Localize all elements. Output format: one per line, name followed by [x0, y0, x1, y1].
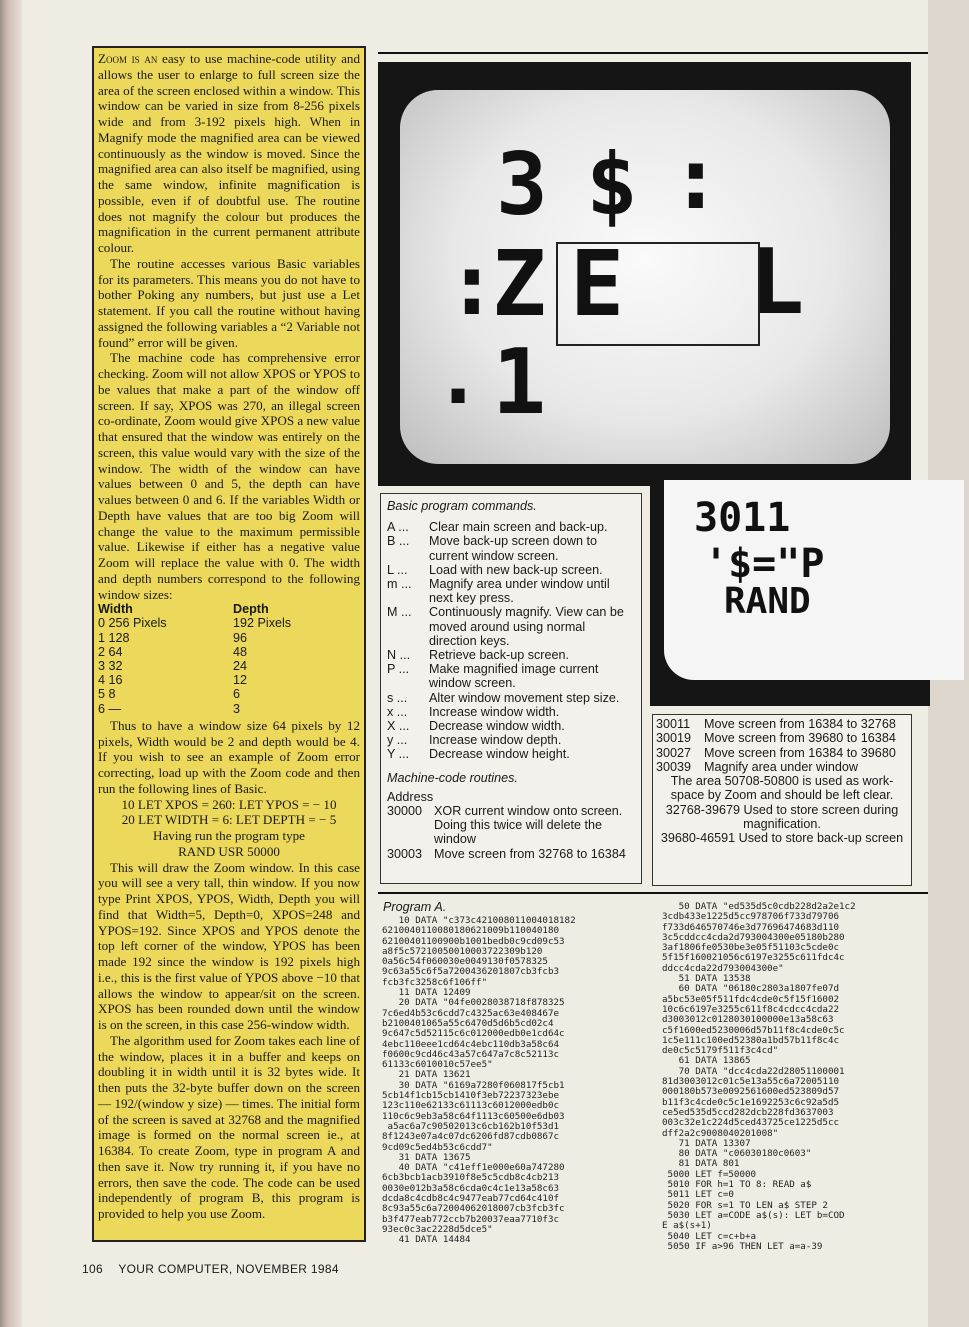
sizes-row: 3 32 24 [98, 659, 248, 674]
command-row: X ... Decrease window width. [387, 719, 565, 734]
routines-box [652, 714, 912, 886]
command-row: L ... Load with new back-up screen. [387, 562, 603, 577]
program-a-title: Program A. [383, 900, 447, 914]
program-a-listing-right: 50 DATA "ed535d5c0cdb228d2a2e1c2 3cdb433e1225d5cc978706f733d79706 f733d646570746e3d77696474683d110 3c5cddcc4cda2d793004300e05180b280 3af1806fe0530be3e05f51103c5cde0c 5f15f160021056c6197e3255c611fdc4c ddcc4cda22d793004300e" 51 DATA 13538 60 DATA "06180c2803a1807fe07d a5bc53e05f511fdc4cde0c5f15f16002 10c6c6197e3255c611f8c4cdcc4cda22 d3003012c0128030100000e13a58c63 c5f1600ed5230006d57b11f8c4cde0c5c 1c5e111c100ed52380a1bd57b11f8c4c de0c5c5179f511f3c4cd" 61 DATA 13865 70 DATA "dcc4cda22d28051100001 81d3003012c01c5e13a55c6a72005110 000180b573e0092561600ed523809d57 b11f3c4cde0c5c1e1692253c6c92a5d5 ce5ed535d5ccd282dcb228fd3637003 003c32e1c224d5ced43725ce1225d5cc dff2a2c9008040201008" 71 DATA 13307 80 DATA "c06030180c0603" 81 DATA 801 5000 LET f=50000 5010 FOR h=1 TO 8: READ a$ 5011 LET c=0 5020 FOR s=1 TO LEN a$ STEP 2 5030 LET a=CODE a$(s): LET b=COD E a$(s+1) 5040 LET c=c+b+a 5050 IF a>96 THEN LET a=a-39 [662, 901, 856, 1252]
command-row: Y ... Decrease window height. [387, 747, 570, 762]
magnified-char: Z [492, 232, 547, 337]
magnified-char: 3 [496, 135, 548, 235]
depth-header: Depth [233, 602, 269, 617]
magnified-char: : [670, 129, 722, 229]
second-screen-photo [650, 480, 930, 706]
routine-row: 30011 Move screen from 16384 to 32768 [656, 717, 896, 731]
magnified-char: $ [586, 135, 638, 235]
commands-title: Basic program commands. [387, 499, 537, 513]
magazine-name: YOUR COMPUTER, NOVEMBER 1984 [118, 1262, 339, 1276]
magnified-char: L [750, 230, 805, 335]
article-paragraph: Zoom is an easy to use machine-code utility and allows the user to enlarge to full screen size the area of the screen enclosed within a window. This window can be varied in size from 8-256 pixels wide and from 3-192 pixels high. When in Magnify mode the magnified area can be viewed continuously as the window is moved. Since the magnified area can also itself be magnified, using the same window, infinite magnification is possible, even if of doubtful use. The routine does not magnify the colour but produces the magnification in the current permanent attribute colour. [98, 51, 360, 255]
sizes-row: 2 64 48 [98, 644, 248, 659]
width-header: Width [98, 602, 133, 617]
magnified-screen [400, 90, 890, 464]
routine-row: 30000 XOR current window onto screen. Doing this twice will delete the window [387, 804, 623, 847]
basic-commands-box [380, 493, 642, 884]
screen-text-line: RAND [724, 581, 811, 622]
window-sizes-table [98, 602, 360, 716]
command-row: P ... Make magnified image current window screen. [387, 662, 599, 691]
article-paragraph: The routine accesses various Basic variables for its parameters. This means you do not have to bother Poking any numbers, but just use a Let statement. If you call the routine without having assigned the following variables a “2 Variable not found” error will be given. [98, 255, 360, 350]
sizes-row: 6 — 3 [98, 701, 241, 716]
listing-top-rule [378, 892, 928, 894]
workspace-note: The area 50708-50800 is used as work-space by Zoom and should be left clear. [670, 774, 894, 803]
program-a-listing-left: 10 DATA "c373c421008011004018182 6210040110080180621009b110040180 62100401100900b1001bedb0c9cd09c53 a8f5c57210050010003722309b120 0a56c54f060030e0049130f0578325 9c63a55c6f5a7200436201807cb3fcb3 fcb3fc3258c6f106ff" 11 DATA 12409 20 DATA "04fe0028038718f878325 7c6ed4b53c6cdd7c4325ac63e408467e b2100401065a55c6470d5d6b5cd02c4 9c647c5d52115c6c012000edb0e1cd64c 4ebc110eee1cd64c4ebc110db3a58c64 f0600c9cd46c43a57c647a7c8c52113c 61133c6010010c57ee5" 21 DATA 13621 30 DATA "6169a7280f060817f5cb1 5cb14f1cb15cb1410f3eb72237323ebe 123c110e62133c61113c6012000edb0c 110c6c9eb3a58c64f1113c60500e6db03 a5ac6a7c90502013c6cb162b10f53d1 8f1243e07a4c07dc6206fd87cdb0867c 9cd09c5ed4b53c6cdd7" 31 DATA 13675 40 DATA "c41eff1e000e60a747280 6cb3bcb1acb3910f8e5c5cdb8c4cb213 0030e012b3a58c6cda0c4c1e13a58c63 dcda8c4cdb8c4c9477eab77cd64c410f 8c93a55c6a72004062018007cb3fcb3fc b3f477eab772ccb7b20037eaa7710f3c 93ec0c3ac2228d5dce5" 41 DATA 14484 [382, 915, 576, 1246]
routine-row: 30003 Move screen from 32768 to 16384 [387, 846, 626, 861]
address-label: Address [387, 789, 434, 804]
mc-routines-title: Machine-code routines. [387, 770, 518, 785]
command-row: m ... Magnify area under window until next key press. [387, 577, 610, 606]
screen-text-line: 3011 [694, 495, 791, 541]
top-rule-line [378, 52, 928, 54]
second-screen [664, 480, 964, 680]
command-row: A ... Clear main screen and back-up. [387, 520, 608, 535]
command-row: y ... Increase window depth. [387, 733, 562, 748]
sizes-row: 1 128 96 [98, 630, 248, 645]
article-paragraph: The algorithm used for Zoom takes each line of the window, places it in a buffer and keeps on doubling it in width until it is 32 bytes wide. It then puts the 32-byte buffer down on the screen — 192/(window y size) — times. The initial form of the screen is saved at 32768 and the magnified image is formed on the normal screen ie., at 16384. To create Zoom, type in program A and then save it. Now try running it, if you have no errors, then save the code. The code can be used independently of program B, this program is provided to help you use Zoom. [98, 1032, 360, 1222]
magnified-char: 1 [492, 330, 547, 435]
magnified-char: . [434, 329, 483, 422]
article-paragraph: Thus to have a window size 64 pixels by 12 pixels, Width would be 2 and depth would be 4. If you wish to see an example of Zoom error correcting, load up with the Zoom code and then run the following lines of Basic. [98, 717, 360, 796]
lead-in: Zoom is an [98, 51, 158, 66]
tv-screen-photo [378, 62, 911, 486]
sizes-row: 0 256 Pixels 192 Pixels [98, 616, 292, 631]
command-row: x ... Increase window width. [387, 704, 560, 719]
basic-code-line: RAND USR 50000 [178, 843, 280, 859]
page-number: 106 [82, 1262, 103, 1276]
routine-row: 30039 Magnify area under window [656, 759, 859, 774]
memory-use-line: 39680-46591 Used to store back-up screen [660, 831, 904, 846]
page-footer [82, 1262, 339, 1276]
command-row: N ... Retrieve back-up screen. [387, 648, 569, 663]
sizes-row: 4 16 12 [98, 673, 248, 688]
article-paragraph: This will draw the Zoom window. In this case you will see a very tall, thin window. If you now type Print XPOS, YPOS, Width, Depth you will find that Width=5, Depth=0, XPOS=248 and YPOS=192. Since XPOS and YPOS denote the top left corner of the window, YPOS has been made 192 since the window is 192 pixels high i.e., this is the first value of YPOS above −10 that allows the window to appear/sit on the screen. XPOS has been rounded down until the window is on the screen, in this case 256-window width. [98, 859, 360, 1033]
article-paragraph: The machine code has comprehensive error checking. Zoom will not allow XPOS or YPOS to be values that make a part of the window off screen. If say, XPOS was 270, an illegal screen co-ordinate, Zoom would give XPOS a new value that ensured that the window was entirely on the screen, this value would vary with the size of the window. The width of the window can have values between 0 and 5, the depth can have values between 0 and 6. If the variables Width or Depth have values that are too big Zoom will change the value to the maximum permissible value. Likewise if either has a negative value Zoom will replace the value with 0. The width and depth numbers correspond to the following window sizes: [98, 350, 360, 602]
sizes-header-row [98, 602, 360, 616]
command-row: s ... Alter window movement step size. [387, 690, 620, 705]
routine-row: 30019 Move screen from 39680 to 16384 [656, 731, 896, 746]
sizes-row: 5 8 6 [98, 687, 241, 702]
routine-row: 30027 Move screen from 16384 to 39680 [656, 745, 896, 760]
article-box [92, 46, 366, 1242]
article-paragraph: Having run the program type [153, 828, 305, 844]
magnified-char: : [446, 235, 498, 335]
magnified-char: E [570, 232, 625, 337]
page-binding-shadow [0, 0, 22, 1327]
basic-code-line: 10 LET XPOS = 260: LET YPOS = − 10 [121, 796, 337, 812]
zoom-window-outline [556, 232, 760, 346]
command-row: M ... Continuously magnify. View can be moved around using normal direction keys. [387, 605, 624, 648]
basic-code-line: 20 LET WIDTH = 6: LET DEPTH = − 5 [121, 812, 337, 828]
screen-text-line: '$="P [704, 541, 825, 587]
command-row: B ... Move back-up screen down to current window screen. [387, 534, 598, 563]
memory-use-line: 32768-39679 Used to store screen during magnification. [665, 802, 899, 832]
